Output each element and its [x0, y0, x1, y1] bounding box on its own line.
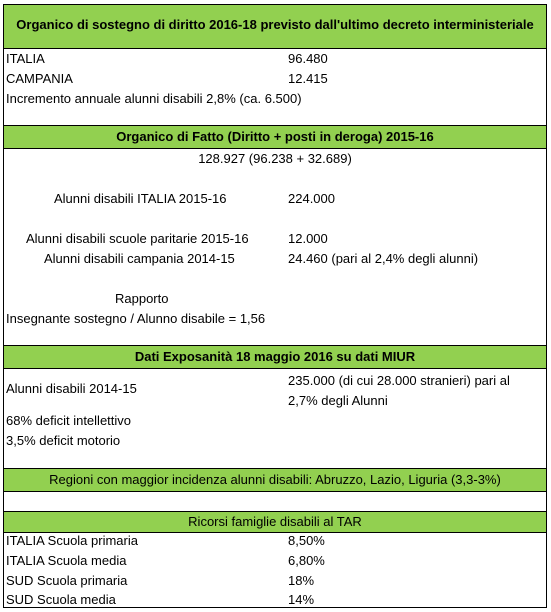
- section3-item-motorio: 3,5% deficit motorio: [6, 433, 121, 448]
- section1-row-italia-label: ITALIA: [6, 51, 45, 66]
- section3-value-line1: 235.000 (di cui 28.000 stranieri) pari al: [288, 373, 510, 388]
- section2-header: Organico di Fatto (Diritto + posti in deroga) 2015-16: [4, 125, 546, 149]
- section3-label: Alunni disabili 2014-15: [6, 381, 137, 396]
- section2-row-italia-label: Alunni disabili ITALIA 2015-16: [54, 191, 227, 206]
- section5-row-value: 6,80%: [288, 553, 325, 568]
- section2-ratio-title: Rapporto: [115, 291, 169, 306]
- section5-row-label: SUD Scuola media: [6, 592, 116, 607]
- data-sheet: [3, 4, 547, 608]
- section5-row-value: 14%: [288, 592, 315, 607]
- section1-row-campania-label: CAMPANIA: [6, 71, 73, 86]
- section1-note: Incremento annuale alunni disabili 2,8% (ca. 6.500): [6, 91, 302, 106]
- section2-row-campania-label: Alunni disabili campania 2014-15: [44, 251, 235, 266]
- section5-header: Ricorsi famiglie disabili al TAR: [4, 511, 546, 533]
- section5-row-value: 8,50%: [288, 533, 325, 548]
- section5-row-label: SUD Scuola primaria: [6, 573, 128, 588]
- section1-row-campania-value: 12.415: [288, 71, 328, 86]
- section2-row-paritarie-value: 12.000: [288, 231, 328, 246]
- section2-row-campania-value: 24.460 (pari al 2,4% degli alunni): [288, 251, 479, 266]
- section5-row-value: 18%: [288, 573, 315, 588]
- section3-value-line2: 2,7% degli Alunni: [288, 393, 388, 408]
- section2-row-italia-value: 224.000: [288, 191, 335, 206]
- section1-header: Organico di sostegno di diritto 2016-18 previsto dall'ultimo decreto interministeriale: [4, 5, 546, 49]
- section2-row-paritarie-label: Alunni disabili scuole paritarie 2015-16: [26, 231, 249, 246]
- section5-row-label: ITALIA Scuola media: [6, 553, 127, 568]
- section5-row-label: ITALIA Scuola primaria: [6, 533, 138, 548]
- section4-header: Regioni con maggior incidenza alunni disabili: Abruzzo, Lazio, Liguria (3,3-3%): [4, 468, 546, 492]
- section3-item-intellettivo: 68% deficit intellettivo: [6, 413, 132, 428]
- section1-row-italia-value: 96.480: [288, 51, 328, 66]
- section2-total: 128.927 (96.238 + 32.689): [198, 151, 352, 166]
- section3-header: Dati Exposanità 18 maggio 2016 su dati MIUR: [4, 345, 546, 369]
- section2-ratio-text: Insegnante sostegno / Alunno disabile = 1,56: [6, 311, 266, 326]
